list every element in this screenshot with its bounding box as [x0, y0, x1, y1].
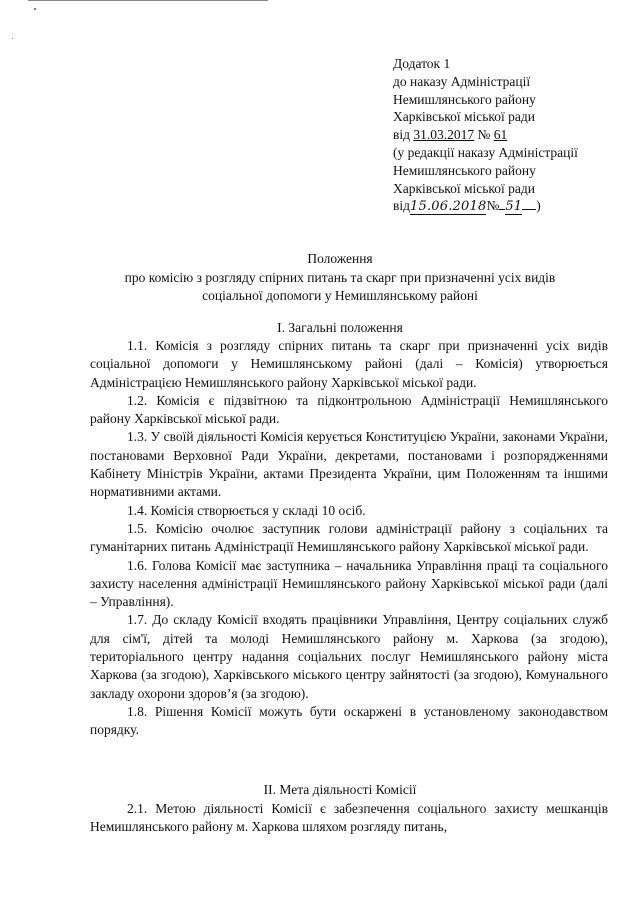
appendix-revision-date-line — [393, 197, 623, 216]
appendix-line: Додаток 1 — [393, 56, 451, 71]
paragraph: 2.1. Метою діяльності Комісії є забезпечення соціального захисту мешканців Немишлянського району м. Харкова шляхом розгляду питань, — [90, 801, 608, 835]
order-number: 61 — [493, 127, 508, 143]
scan-speck — [12, 38, 13, 39]
paragraph: 1.2. Комісія є підзвітною та підконтрольною Адміністрації Немишлянського району Харківської міської ради. — [90, 392, 608, 427]
appendix-date-line — [393, 126, 623, 144]
section-2-body — [90, 800, 608, 837]
appendix-line: до наказу Адміністрації — [393, 73, 531, 89]
section-heading: ІІ. Мета діяльності Комісії — [263, 782, 417, 797]
date-prefix: від — [393, 127, 414, 143]
paragraph: 1.8. Рішення Комісії можуть бути оскаржені в установленому законодавством порядку. — [90, 703, 608, 738]
appendix-line: Харківської міської ради — [393, 180, 536, 196]
title-line: Положення — [307, 251, 373, 266]
scan-speck — [34, 8, 36, 10]
document-title — [70, 250, 610, 306]
paragraph: 1.4. Комісія створюється у складі 10 осіб. — [127, 502, 366, 518]
paragraph: 1.6. Голова Комісії має заступника – начальника Управління праці та соціального захисту населення адміністрації Немишлянського району Харківської міської ради (далі – Управління). — [90, 557, 608, 610]
scan-top-line — [28, 0, 268, 1]
title-line: соціальної допомоги у Немишлянському районі — [202, 288, 478, 303]
appendix-block — [393, 55, 623, 216]
paragraph: 1.1. Комісія з розгляду спірних питань та скарг при призначенні усіх видів соціальної допомоги у Немишлянському районі (далі – Комісія) утворюється Адміністрацією Немишлянського району Харківської міської ради. — [90, 338, 608, 390]
appendix-line: Немишлянського району — [393, 162, 536, 178]
order-no-label: № — [486, 198, 500, 214]
title-line: про комісію з розгляду спірних питань та скарг при призначенні усіх видів — [124, 269, 556, 285]
paragraph: 1.7. До складу Комісії входять працівники Управління, Центру соціальних служб для сім'ї, дітей та молоді Немишлянського району м. Харкова (за згодою), територіального центру надання соціальних послуг Немишлянського району міста Харкова (за згодою), Харківського міського центру зайнятості (за згодою), Комунального закладу охорони здоров’я (за згодою). — [90, 612, 608, 701]
order-date: 31.03.2017 — [413, 127, 475, 143]
section-1-body — [90, 337, 608, 740]
order-no-label: № — [474, 127, 494, 143]
paragraph: 1.5. Комісію очолює заступник голови адміністрації району з соціальних та гуманітарних питань Адміністрації Немишлянського району Харківської міської ради. — [90, 520, 608, 555]
appendix-line: Харківської міської ради — [393, 109, 536, 125]
closing-paren: ) — [536, 198, 541, 214]
date-prefix: від — [393, 198, 410, 214]
handwritten-number: 51 — [505, 199, 523, 215]
appendix-line: (у редакції наказу Адміністрації — [393, 144, 578, 160]
appendix-line: Немишлянського району — [393, 91, 536, 107]
handwritten-date: 15.06.2018 — [410, 199, 487, 215]
section-heading: І. Загальні положення — [277, 320, 403, 335]
paragraph: 1.3. У своїй діяльності Комісія керується Конституцією України, законами України, постановами Верховної Ради України, декретами, постановами і розпорядженнями Кабінету Міністрів України, актами Президента України, цим Положенням та іншими нормативними актами. — [90, 429, 608, 500]
